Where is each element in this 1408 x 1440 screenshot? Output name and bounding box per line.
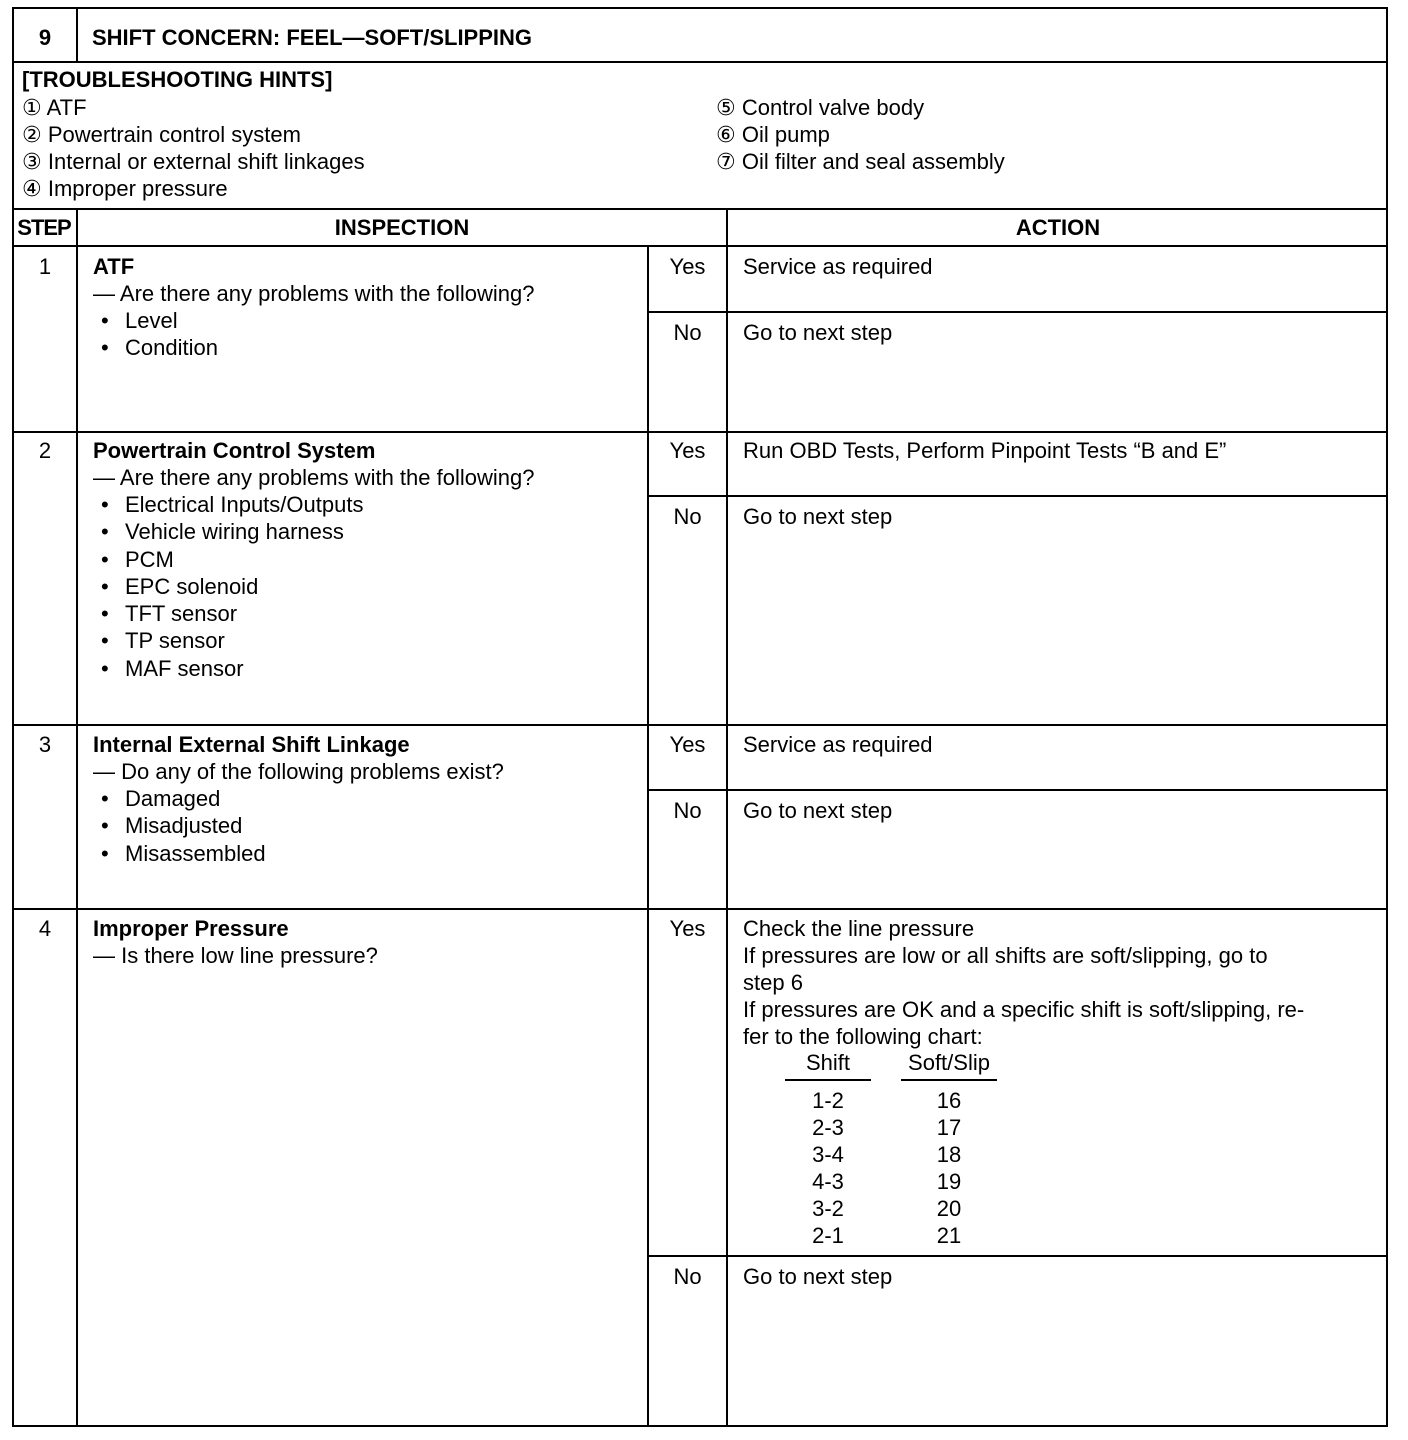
- step-title: Improper Pressure: [93, 916, 289, 941]
- step-inspection: [93, 437, 534, 682]
- rule-step1-bottom: [12, 431, 1388, 433]
- chart-cell-value: 21: [936, 1223, 962, 1248]
- step-question: — Are there any problems with the following?: [93, 281, 535, 306]
- chart-row: [785, 1080, 997, 1114]
- hint-item: ① ATF: [22, 95, 87, 120]
- section-number: 9: [38, 25, 52, 50]
- inspection-item: • Damaged: [93, 785, 504, 812]
- action-line: Check the line pressure: [743, 916, 975, 941]
- step-number: 3: [38, 732, 52, 757]
- inspection-item: • Condition: [93, 334, 534, 361]
- hints-heading: [TROUBLESHOOTING HINTS]: [22, 67, 333, 92]
- step-title: Internal External Shift Linkage: [93, 732, 410, 757]
- rule-step-column: [76, 208, 78, 1427]
- chart-row: [785, 1114, 997, 1141]
- step-question: — Do any of the following problems exist?: [93, 759, 504, 784]
- no-action: Go to next step: [743, 320, 893, 345]
- inspection-item: • Misassembled: [93, 840, 504, 867]
- hints-left-list: [22, 94, 365, 202]
- hints-right-list: [716, 94, 1005, 175]
- step-number: 4: [38, 916, 52, 941]
- hint-item: ⑤ Control valve body: [716, 95, 925, 120]
- chart-cell-shift: 1-2: [812, 1088, 844, 1113]
- chart-header-soft-slip: Soft/Slip: [901, 1050, 997, 1080]
- chart-cell-value: 18: [936, 1142, 962, 1167]
- hint-item: ③ Internal or external shift linkages: [22, 149, 365, 174]
- yes-label: Yes: [669, 438, 706, 463]
- no-label: No: [673, 1264, 702, 1289]
- chart-row: [785, 1168, 997, 1195]
- inspection-item: • Electrical Inputs/Outputs: [93, 491, 534, 518]
- step-question: — Is there low line pressure?: [93, 943, 378, 968]
- action-line: If pressures are OK and a specific shift is soft/slipping, re-: [743, 997, 1305, 1022]
- yes-action: Run OBD Tests, Perform Pinpoint Tests “B and E”: [743, 438, 1227, 463]
- inspection-item: • PCM: [93, 546, 534, 573]
- rule-step3-yes-no: [647, 789, 1388, 791]
- chart-cell-value: 19: [936, 1169, 962, 1194]
- section-title: SHIFT CONCERN: FEEL—SOFT/SLIPPING: [92, 25, 533, 50]
- rule-step2-bottom: [12, 724, 1388, 726]
- step-question: — Are there any problems with the following?: [93, 465, 535, 490]
- no-action: Go to next step: [743, 1264, 893, 1289]
- chart-cell-shift: 2-3: [812, 1115, 844, 1140]
- yes-label: Yes: [669, 254, 706, 279]
- step-inspection: [93, 915, 378, 969]
- yes-action: Service as required: [743, 732, 933, 757]
- step-inspection: [93, 253, 534, 362]
- chart-cell-shift: 3-4: [812, 1142, 844, 1167]
- column-heading-step: STEP: [17, 215, 71, 240]
- step-inspection: [93, 731, 504, 867]
- step-title: Powertrain Control System: [93, 438, 376, 463]
- rule-step3-bottom: [12, 908, 1388, 910]
- hint-item: ⑥ Oil pump: [716, 122, 830, 147]
- inspection-item: • TFT sensor: [93, 600, 534, 627]
- hint-item: ④ Improper pressure: [22, 176, 228, 201]
- step-number: 1: [38, 254, 52, 279]
- step-number: 2: [38, 438, 52, 463]
- chart-cell-shift: 3-2: [812, 1196, 844, 1221]
- chart-cell-value: 16: [936, 1088, 962, 1113]
- chart-row: [785, 1141, 997, 1168]
- no-action: Go to next step: [743, 798, 893, 823]
- rule-header-bottom: [12, 61, 1388, 63]
- inspection-item: • Misadjusted: [93, 812, 504, 839]
- action-line: step 6: [743, 970, 803, 995]
- shift-soft-slip-chart: [785, 1050, 997, 1249]
- no-label: No: [673, 798, 702, 823]
- inspection-item: • EPC solenoid: [93, 573, 534, 600]
- inspection-item: • Vehicle wiring harness: [93, 518, 534, 545]
- inspection-item: • MAF sensor: [93, 655, 534, 682]
- action-line: If pressures are low or all shifts are soft/slipping, go to: [743, 943, 1268, 968]
- chart-row: [785, 1195, 997, 1222]
- column-heading-action: ACTION: [1015, 215, 1101, 240]
- chart-cell-shift: 4-3: [812, 1169, 844, 1194]
- inspection-item: • Level: [93, 307, 534, 334]
- no-label: No: [673, 504, 702, 529]
- action-line: fer to the following chart:: [743, 1024, 983, 1049]
- rule-yesno-column: [647, 245, 649, 1427]
- chart-cell-shift: 2-1: [812, 1223, 844, 1248]
- yes-action: Service as required: [743, 254, 933, 279]
- yes-action: [743, 915, 1304, 1050]
- chart-cell-value: 17: [936, 1115, 962, 1140]
- hint-item: ② Powertrain control system: [22, 122, 301, 147]
- no-action: Go to next step: [743, 504, 893, 529]
- chart-cell-value: 20: [936, 1196, 962, 1221]
- yes-label: Yes: [669, 732, 706, 757]
- rule-colheads-bottom: [12, 245, 1388, 247]
- column-heading-inspection: INSPECTION: [334, 215, 470, 240]
- inspection-item: • TP sensor: [93, 627, 534, 654]
- rule-step4-yes-no: [647, 1255, 1388, 1257]
- yes-label: Yes: [669, 916, 706, 941]
- rule-section-number: [76, 7, 78, 62]
- hint-item: ⑦ Oil filter and seal assembly: [716, 149, 1005, 174]
- rule-step2-yes-no: [647, 495, 1388, 497]
- rule-hints-bottom: [12, 208, 1388, 210]
- step-title: ATF: [93, 254, 135, 279]
- chart-row: [785, 1222, 997, 1249]
- rule-step1-yes-no: [647, 311, 1388, 313]
- chart-header-shift: Shift: [785, 1050, 871, 1080]
- rule-action-column: [726, 208, 728, 1427]
- no-label: No: [673, 320, 702, 345]
